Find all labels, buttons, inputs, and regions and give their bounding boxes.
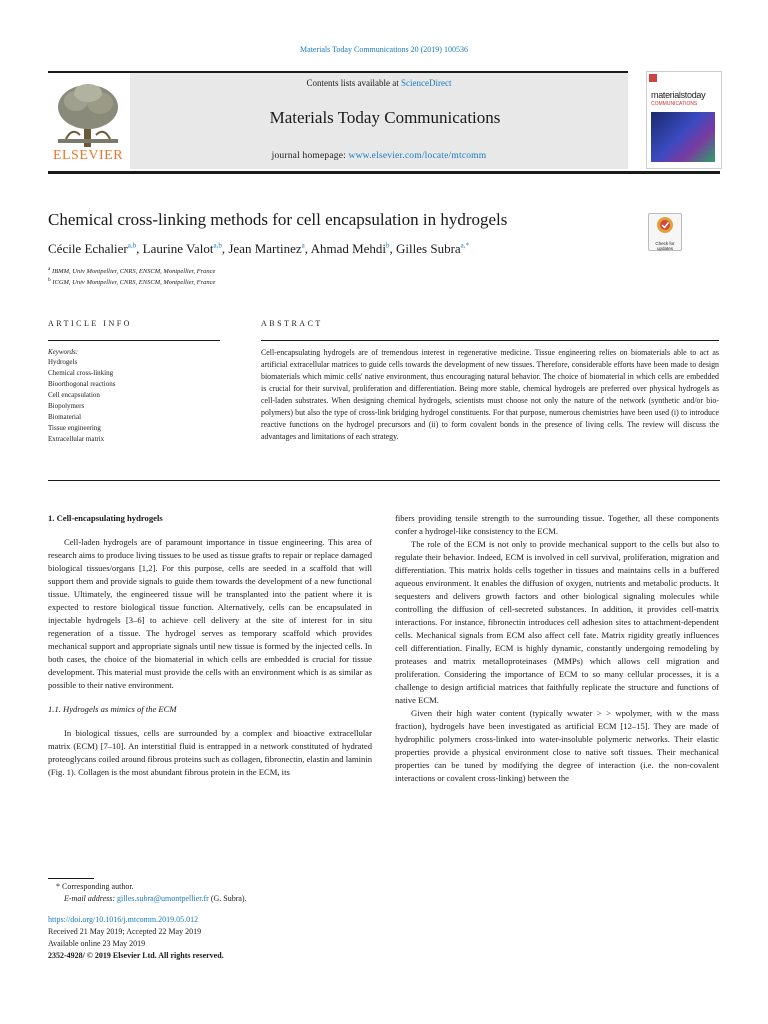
cover-image	[651, 112, 715, 162]
sciencedirect-link[interactable]: ScienceDirect	[401, 78, 452, 88]
keyword-item: Extracellular matrix	[48, 435, 105, 443]
author-list: Cécile Echalier$^{a,b}$, Laurine Valot$^{a,b}$, Jean Martinez$^a$, Ahmad Mehdi$^b$, Gilles Subra$^{a,*}$	[48, 241, 470, 256]
abstract-label: ABSTRACT	[261, 319, 323, 328]
contents-line: Contents lists available at ScienceDirect	[306, 78, 452, 88]
affiliation-a: $^a$ IBMM, Univ Montpellier, CNRS, ENSCM, Montpellier, France	[48, 266, 216, 276]
available-online: Available online 23 May 2019	[48, 939, 146, 948]
article-info-rule	[48, 340, 220, 341]
corresponding-author: * Corresponding author.	[56, 882, 134, 891]
doi-link[interactable]: https://doi.org/10.1016/j.mtcomm.2019.05.012	[48, 915, 199, 924]
paragraph: Cell-laden hydrogels are of paramount importance in tissue engineering. This area of research aims to produce living tissues to be used as tissue grafts to repair or replace damaged biological tissues/organs [1,2]. For this purpose, cells are seeded in a scaffold that will support them and provide signals to guide them towards the development of a new functional tissue. Ultimately, the engineered tissue will be transplanted into the patient where it is expected to restore biological tissue function. Alternatively, cells can be encapsulated in injectable hydrogels [3–6] to achieve cell delivery at the site of interest for in situ regeneration of a tissue. The hydrogel serves as temporary scaffold which provides mechanical support and appropriate signals until new tissue is formed by the injected cells. In both cases, the choice of the biomaterial in which cells are embedded is crucial for tissue development. This material must provide the cells with an environment which is as similar as possible to their native environment.	[48, 537, 372, 690]
keyword-item: Bioorthogonal reactions	[48, 380, 116, 388]
abstract-bottom-rule	[48, 480, 720, 481]
keyword-item: Tissue engineering	[48, 424, 101, 432]
author-name[interactable]: Jean Martinez	[228, 241, 302, 256]
email-link[interactable]: gilles.subra@umontpellier.fr	[117, 894, 209, 903]
email-line: E-mail address: gilles.subra@umontpellier.fr (G. Subra).	[64, 894, 247, 903]
keyword-item: Hydrogels	[48, 358, 78, 366]
author-affiliation-marker[interactable]: a,b	[213, 241, 222, 250]
author-affiliation-marker[interactable]: a	[301, 241, 305, 250]
cover-subtitle: COMMUNICATIONS	[651, 101, 698, 107]
author-name[interactable]: Laurine Valot	[142, 241, 214, 256]
author-affiliation-marker[interactable]: a,*	[460, 241, 470, 250]
article-title: Chemical cross-linking methods for cell encapsulation in hydrogels	[48, 210, 508, 229]
body-right-column	[395, 512, 719, 785]
received-dates: Received 21 May 2019; Accepted 22 May 2019	[48, 927, 202, 936]
author-affiliation-marker[interactable]: a,b	[127, 241, 137, 250]
keyword-item: Chemical cross-linking	[48, 369, 114, 377]
author-affiliation-marker[interactable]: b	[386, 241, 390, 250]
keyword-item: Biopolymers	[48, 402, 85, 410]
paragraph: Given their high water content (typically wwater > > wpolymer, with w the mass fraction), hydrogels have been investigated as artificial ECM [12–15]. They are made of hydrophilic polymers cross-linked into water-insoluble polymeric networks. Their elastic properties provide a physical environment close to native soft tissues. Their mechanical properties can be tuned by modifying the degree of interaction (i.e. the non-covalent interactions or covalent cross-linking) between the	[395, 708, 719, 783]
abstract-rule	[261, 340, 719, 341]
author-name[interactable]: Ahmad Mehdi	[310, 241, 387, 256]
paragraph: fibers providing tensile strength to the surrounding tissue. Together, all these components confer a hydrogel-like consistency to the ECM.	[395, 513, 719, 536]
check-for-updates-button[interactable]	[648, 213, 682, 251]
masthead-bottom-rule	[48, 171, 720, 174]
publisher-logo-text: ELSEVIER	[52, 148, 124, 163]
author-name[interactable]: Cécile Echalier	[48, 241, 128, 256]
journal-cover	[646, 71, 722, 169]
paragraph: The role of the ECM is not only to provide mechanical support to the cells but also to regulate their behavior. Indeed, ECM is involved in cell survival, proliferation, migration and differentiation. This matrix holds cells together in tissues and maintains cells in a buffered aqueous environment. It enables the diffusion of oxygen, nutrients and metabolic products. It sequesters and delivers growth factors and other biological signaling molecules while controlling the diffusion of cell-secreted substances. In addition, it provides cell-matrix interactions. For instance, fibronectin introduces cell adhesion sites to attachment-dependent cells. Mechanical signals from ECM also affect cell fate. Matrix rigidity greatly influences cell differentiation. Finally, ECM is highly dynamic, constantly undergoing remodeling by proteases and matrix metalloproteinases (MMPs) which allows cell migration and proliferation. Considering the importance of ECM to so many cellular processes, it is a challenge to design artificial matrices that faithfully replicate the structure and functions of native ECM.	[395, 539, 719, 705]
body-left-column	[48, 512, 372, 779]
journal-homepage: journal homepage: www.elsevier.com/locate/mtcomm	[271, 151, 487, 161]
keyword-item: Biomaterial	[48, 413, 82, 421]
subsection-heading: 1.1. Hydrogels as mimics of the ECM	[48, 704, 177, 714]
abstract-text: Cell-encapsulating hydrogels are of tremendous interest in regenerative medicine. Tissue engineering relies on biomaterials able to act as artificial extracellular matrices to guide cells towards the development of new tissues. Therefore, considerable efforts have been made to design biomaterials which mimic cells' native environment, thus encouraging natural behavior. The choice of biomaterial in which cells are embedded is crucial for their survival, proliferation and differentiation. Being more stable, chemical hydrogels are preferred over physical hydrogels as cell-laden substrates. When designing chemical hydrogels, scientists must choose not only the nature of the network (synthetic and/or bio-polymers) but also the type of cross-link bridging hydrogel constituents. For that purpose, numerous chemistries have been used (i) to introduce reactive functions on the hydrogel precursors and (ii) to form covalent bonds in the presence of living cells. The review will discuss the advantages and limitations of each strategy.	[261, 348, 719, 441]
cover-title: materialstoday	[651, 90, 706, 100]
keywords-label: Keywords:	[48, 348, 79, 356]
journal-title: Materials Today Communications	[269, 108, 501, 127]
footnote-rule	[48, 878, 94, 879]
affiliation-b: $^b$ ICGM, Univ Montpellier, CNRS, ENSCM, Montpellier, France	[48, 277, 216, 287]
author-name[interactable]: Gilles Subra	[396, 241, 461, 256]
cover-logo-icon	[649, 74, 657, 82]
running-head[interactable]: Materials Today Communications 20 (2019) 100536	[300, 45, 468, 54]
section-heading: 1. Cell-encapsulating hydrogels	[48, 513, 163, 523]
keyword-item: Cell encapsulation	[48, 391, 100, 399]
check-updates-icon	[649, 214, 681, 236]
copyright: 2352-4928/ © 2019 Elsevier Ltd. All rights reserved.	[48, 951, 224, 960]
check-updates-label: Check for updates	[655, 241, 675, 251]
paragraph: In biological tissues, cells are surrounded by a complex and bioactive extracellular matrix (ECM) [7–10]. An interstitial fluid is entrapped in a network constituted of hydrated proteoglycans coiled around fibrous proteins such as collagen, fibronectin, elastin and laminin (Fig. 1). Collagen is the most abundant fibrous protein in the ECM, its	[48, 728, 372, 777]
homepage-link[interactable]: www.elsevier.com/locate/mtcomm	[348, 151, 487, 161]
keywords-list	[48, 357, 115, 445]
article-info-label: ARTICLE INFO	[48, 319, 132, 328]
